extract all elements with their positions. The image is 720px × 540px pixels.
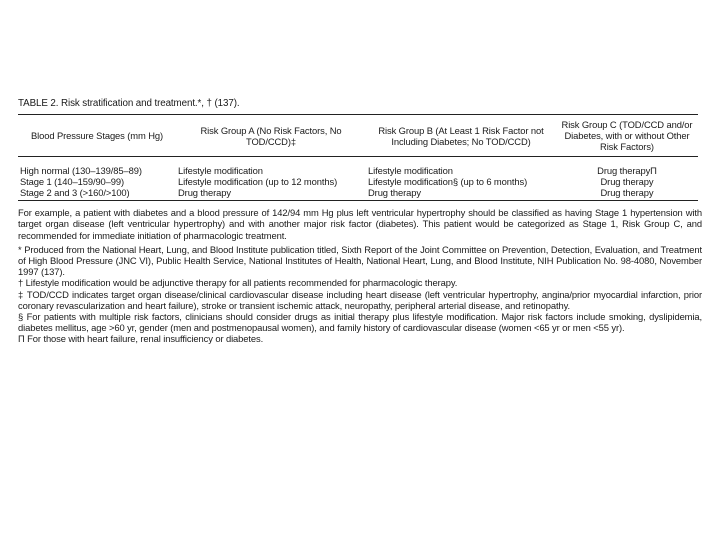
table-cell: Lifestyle modification xyxy=(368,165,453,177)
table-cell: Lifestyle modification (up to 12 months) xyxy=(178,176,338,188)
footnote-pi: Π For those with heart failure, renal insufficiency or diabetes. xyxy=(18,333,264,345)
table-cell: Drug therapyΠ xyxy=(597,165,657,177)
footnote-section: § For patients with multiple risk factors, clinicians should consider drugs as initial therapy plus lifestyle modification. Major risk factors include smoking, dyslipidemia, diabetes mellitus, age >60 yr, gender (men and postmenopausal women), and family history of cardiovascular disease (women <65 yr or men <55 yr). xyxy=(18,311,702,334)
table-footnotes xyxy=(18,207,702,344)
header-risk-group-b: Risk Group B (At Least 1 Risk Factor not Including Diabetes; No TOD/CCD) xyxy=(378,124,544,147)
table-row xyxy=(18,157,698,177)
table-row xyxy=(18,187,698,201)
table-caption: TABLE 2. Risk stratification and treatment.*, † (137). xyxy=(18,98,240,109)
document-page xyxy=(18,98,702,345)
table-cell: Stage 1 (140–159/90–99) xyxy=(20,176,125,188)
table-row xyxy=(18,176,698,187)
table-cell: Lifestyle modification§ (up to 6 months) xyxy=(368,176,528,188)
footnote-double-dagger: ‡ TOD/CCD indicates target organ disease/clinical cardiovascular disease including heart disease (left ventricular hypertrophy, angina/prior myocardial infarction, prior coronary revascularization and heart failure), stroke or transient ischemic attack, neuropathy, peripheral arterial disease, and retinopathy. xyxy=(18,288,702,311)
footnote-dagger: † Lifestyle modification would be adjunctive therapy for all patients recommended for pharmacologic therapy. xyxy=(18,277,458,289)
header-risk-group-c: Risk Group C (TOD/CCD and/or Diabetes, with or without Other Risk Factors) xyxy=(561,119,693,153)
table-cell: Drug therapy xyxy=(600,176,654,188)
table-header-row xyxy=(18,115,698,157)
table-cell: Drug therapy xyxy=(178,187,231,199)
table-cell: Drug therapy xyxy=(600,187,654,199)
footnote-example: For example, a patient with diabetes and a blood pressure of 142/94 mm Hg plus left ventricular hypertrophy should be classified as having Stage 1 hypertension with target organ disease (left ventricular hypertrophy) and with another major risk factor (diabetes). This patient would be categorized as Stage 1, Risk Group C, and recommended for immediate initiation of pharmacologic treatment. xyxy=(18,207,702,241)
table-cell: Drug therapy xyxy=(368,187,421,199)
footnote-asterisk: * Produced from the National Heart, Lung, and Blood Institute publication titled, Sixth Report of the Joint Committee on Prevention, Detection, Evaluation, and Treatment of High Blood Pressure (JNC VI), Public Health Service, National Institutes of Health, National Heart, Lung, and Blood Institute, NIH Publication No. 98-4080, November 1997 (137). xyxy=(18,243,702,278)
table-cell: Lifestyle modification xyxy=(178,165,263,177)
header-bp-stages: Blood Pressure Stages (mm Hg) xyxy=(30,130,164,142)
risk-stratification-table xyxy=(18,114,698,201)
table-cell: Stage 2 and 3 (>160/>100) xyxy=(20,187,130,199)
table-cell: High normal (130–139/85–89) xyxy=(20,165,142,177)
header-risk-group-a: Risk Group A (No Risk Factors, No TOD/CCD)‡ xyxy=(200,124,342,147)
